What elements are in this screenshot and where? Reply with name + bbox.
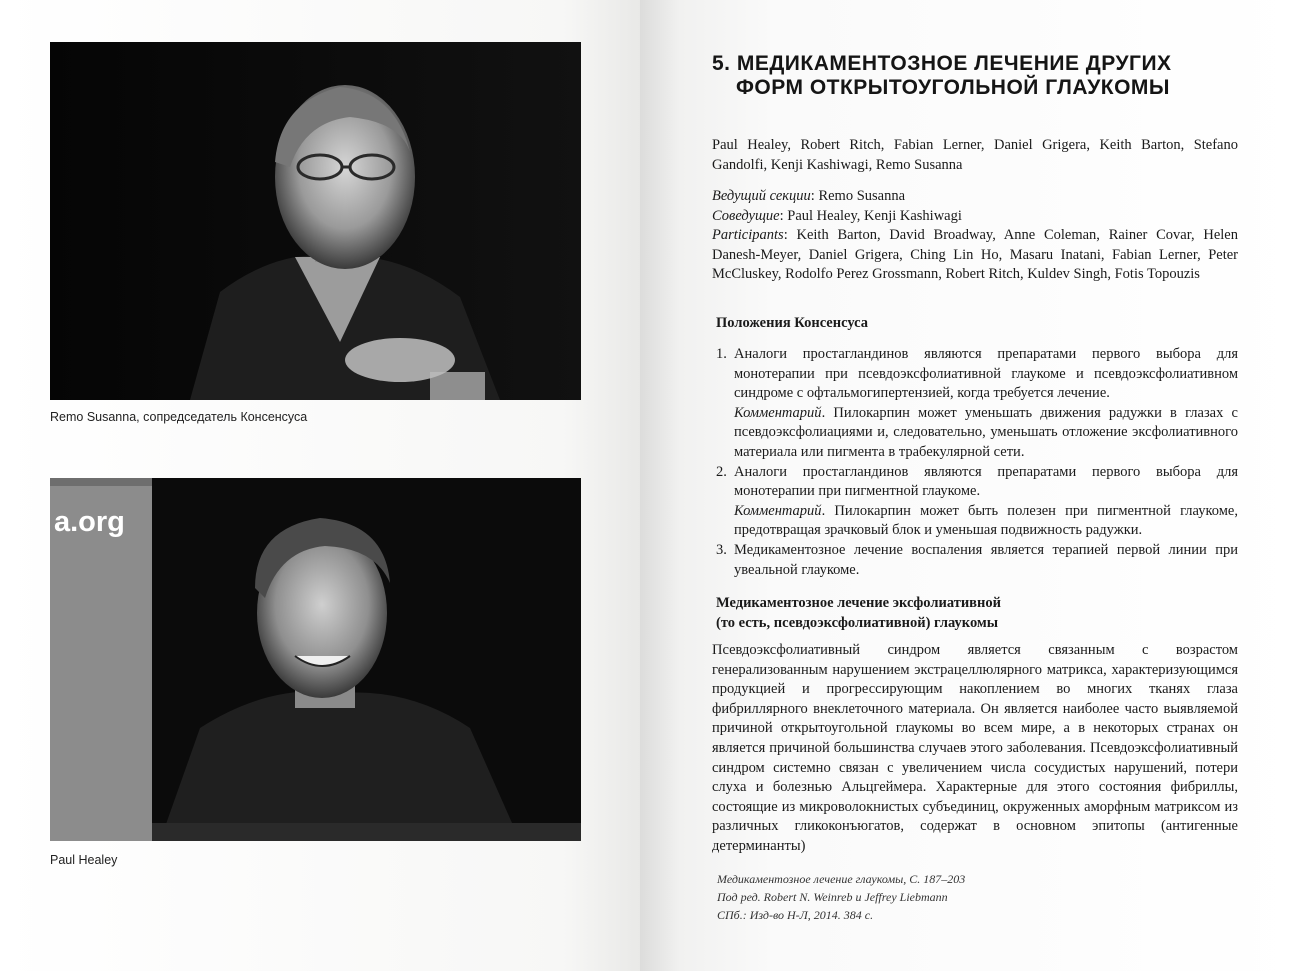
statement-item: [716, 463, 1238, 541]
statement-text: Медикаментозное лечение воспаления является терапией первой линии при увеальной глаукоме.: [734, 541, 1238, 578]
co-leader-line: [712, 207, 1238, 227]
body-paragraph: Псевдоэксфолиативный синдром является связанным с возрастом генерализованным нарушением экстрацеллюлярного матрикса, характеризующимся продукцией и прогрессирующим накоплением во многих тканях глаза фибриллярного внеклеточного материала. Он является наиболее часто выявляемой причиной открытоугольной глаукомы во всем мире, а в некоторых странах он является причиной большинства случаев этого заболевания. Псевдоэксфолиативный синдром системно связан с увеличением числа сосудистых нарушений, потери слуха и болезнью Альцгеймера. Характерные для этого состояния фибриллы, состоящие из микроволокнистых субъединиц, окруженных аморфным матриксом из различных гликоконъюгатов, содержат в основном эпитопы (антигенные детерминанты): [712, 642, 1238, 854]
section-heading-line1: Медикаментозное лечение эксфолиативной: [716, 595, 1001, 611]
footer-line1: Медикаментозное лечение глаукомы, С. 187–203: [717, 872, 966, 886]
photo-remo-susanna: [50, 42, 581, 400]
chapter-title: [712, 52, 1222, 100]
statement-number: 1.: [716, 346, 727, 362]
chapter-title-line2: ФОРМ ОТКРЫТОУГОЛЬНОЙ ГЛАУКОМЫ: [736, 76, 1170, 99]
chapter-title-line1: 5. МЕДИКАМЕНТОЗНОЕ ЛЕЧЕНИЕ ДРУГИХ: [712, 52, 1172, 75]
photo-paul-healey: [50, 478, 581, 841]
footer-line3: СПб.: Изд-во Н-Л, 2014. 384 с.: [717, 908, 874, 922]
caption-photo2: Paul Healey: [50, 853, 118, 867]
citation-footer: [717, 870, 965, 924]
statement-item: [716, 345, 1238, 463]
comment-label: Комментарий: [734, 404, 822, 421]
statement-number: 3.: [716, 541, 727, 558]
participants-label: Participants: [712, 227, 784, 244]
statement-text: Аналоги простагландинов являются препаратами первого выбора для монотерапии при пигментной глаукоме.: [734, 463, 1238, 500]
banner-text: a.org: [54, 506, 125, 538]
statement-text: Аналоги простагландинов являются препаратами первого выбора для монотерапии при псевдоэксфолиативной глаукоме и псевдоэксфолиативном синдроме с офтальмогипертензией, когда требуется лечение.: [734, 346, 1238, 402]
statement-item: [716, 541, 1238, 580]
photo-paul-healey-image: [50, 478, 581, 841]
consensus-statements: [716, 345, 1238, 580]
leader-line: [712, 187, 1238, 207]
comment-label: Комментарий: [734, 502, 822, 519]
section-heading-line2: (то есть, псевдоэксфолиативной) глаукомы: [716, 614, 999, 631]
caption-photo1: Remo Susanna, сопредседатель Консенсуса: [50, 410, 308, 424]
comment-text: . Пилокарпин может быть полезен при пигментной глаукоме, предотвращая зрачковый блок и уменьшая подвижность радужки.: [734, 502, 1238, 539]
participants-line: [712, 226, 1238, 285]
footer-line2: Под ред. Robert N. Weinreb и Jeffrey Liebmann: [717, 890, 948, 904]
leader-value: : Remo Susanna: [810, 188, 906, 204]
participants-value: : Keith Barton, David Broadway, Anne Coleman, Rainer Covar, Helen Danesh-Meyer, Daniel Grigera, Ching Lin Ho, Masaru Inatani, Fabian Lerner, Peter McCluskey, Rodolfo Perez Grossmann, Robert Ritch, Kuldev Singh, Fotis Topouzis: [712, 227, 1238, 283]
roles-block: [712, 187, 1238, 285]
photo-remo-susanna-image: [50, 42, 581, 400]
section-heading: [716, 594, 1001, 633]
co-value: : Paul Healey, Kenji Kashiwagi: [779, 207, 962, 224]
authors: Paul Healey, Robert Ritch, Fabian Lerner, Daniel Grigera, Keith Barton, Stefano Gandolfi, Kenji Kashiwagi, Remo Susanna: [712, 137, 1238, 173]
comment-text: . Пилокарпин может уменьшать движения радужки в глазах с псевдоэксфолиациями и, следовательно, уменьшать отложение эксфолиативного материала или пигмента в трабекулярной сети.: [734, 404, 1238, 460]
co-label: Соведущие: [712, 207, 780, 224]
statement-number: 2.: [716, 463, 727, 480]
consensus-heading: Положения Консенсуса: [716, 315, 869, 331]
leader-label: Ведущий секции: [712, 188, 811, 204]
